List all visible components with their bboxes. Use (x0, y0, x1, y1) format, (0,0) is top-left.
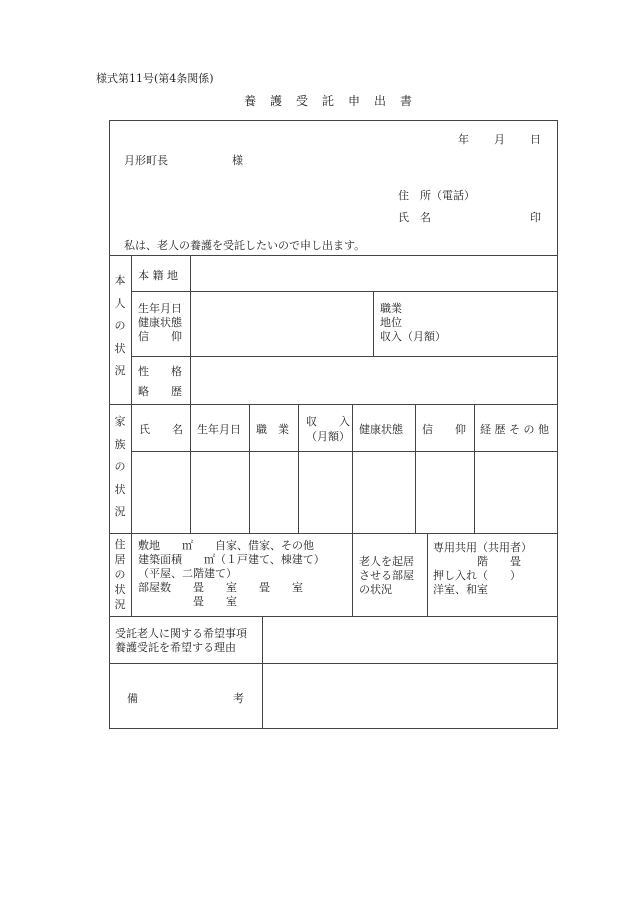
vline-job (373, 291, 374, 356)
date-year: 年 (458, 133, 469, 146)
family-col-income: 収 入 (306, 415, 350, 428)
family-col-faith: 信 仰 (422, 423, 466, 436)
divider-request-bottom (109, 663, 558, 664)
divider-birth (131, 356, 558, 357)
divider-letter-bottom (109, 255, 558, 256)
vline-family-1 (190, 404, 191, 533)
job-position-income-labels: 職業 地位 収入（月額） (380, 302, 446, 343)
request-labels: 受託老人に関する希望事項 養護受託を希望する理由 (115, 627, 247, 654)
divider-self-bottom (109, 404, 558, 405)
divider-family-header (131, 451, 558, 452)
family-col-income-sub: （月額） (306, 430, 350, 443)
honseki-label: 本 籍 地 (138, 269, 178, 282)
remarks-label-left: 備 (127, 692, 138, 705)
vline-housing-1 (352, 533, 353, 616)
character-history-labels: 性 格 略 歴 (138, 365, 182, 398)
date-day: 日 (530, 133, 541, 146)
family-section-label: 家 族 の 状 況 (114, 415, 126, 518)
date-month: 月 (494, 133, 505, 146)
family-col-other: 経 歴 そ の 他 (480, 423, 549, 436)
name-label: 氏 名 (398, 211, 431, 224)
elder-room-label: 老人を起居 させる部屋 の状況 (359, 555, 414, 596)
divider-housing-bottom (109, 616, 558, 617)
vline-family-2 (249, 404, 250, 533)
room-usage-details: 専用共用（共用者） 階 畳 押し入れ（ ） 洋室、和室 (433, 541, 532, 596)
birth-health-faith-labels: 生年月日 健康状態 信 仰 (138, 302, 182, 343)
vline-family-6 (474, 404, 475, 533)
seal-mark: 印 (530, 211, 541, 224)
housing-details: 敷地 ㎡ 自家、借家、その他 建築面積 ㎡（１戸建て、棟建て） （平屋、二階建て） 部屋数 畳 室 畳 室 畳 室 (138, 539, 325, 608)
vline-request (262, 616, 263, 729)
vline-family-5 (415, 404, 416, 533)
vline-label-col (131, 255, 132, 616)
statement: 私は、老人の養護を受託したいので申し出ます。 (124, 239, 366, 252)
family-col-job: 職 業 (256, 423, 289, 436)
remarks-label-right: 考 (233, 692, 244, 705)
family-col-health: 健康状態 (359, 423, 403, 436)
divider-family-bottom (109, 533, 558, 534)
divider-honseki (131, 291, 558, 292)
form-title: 養 護 受 託 申 出 書 (244, 94, 414, 108)
vline-self-label (190, 255, 191, 404)
self-section-label: 本 人 の 状 況 (114, 274, 126, 377)
family-col-birth: 生年月日 (197, 423, 241, 436)
vline-housing-2 (427, 533, 428, 616)
form-number: 様式第11号(第4条関係) (96, 72, 214, 85)
housing-section-label: 住 居 の 状 況 (114, 538, 126, 611)
vline-family-4 (352, 404, 353, 533)
vline-family-3 (298, 404, 299, 533)
family-col-name: 氏 名 (139, 423, 183, 436)
address-label: 住 所（電話） (398, 189, 475, 202)
addressee: 月形町長 (124, 154, 168, 167)
honorific: 様 (232, 154, 243, 167)
